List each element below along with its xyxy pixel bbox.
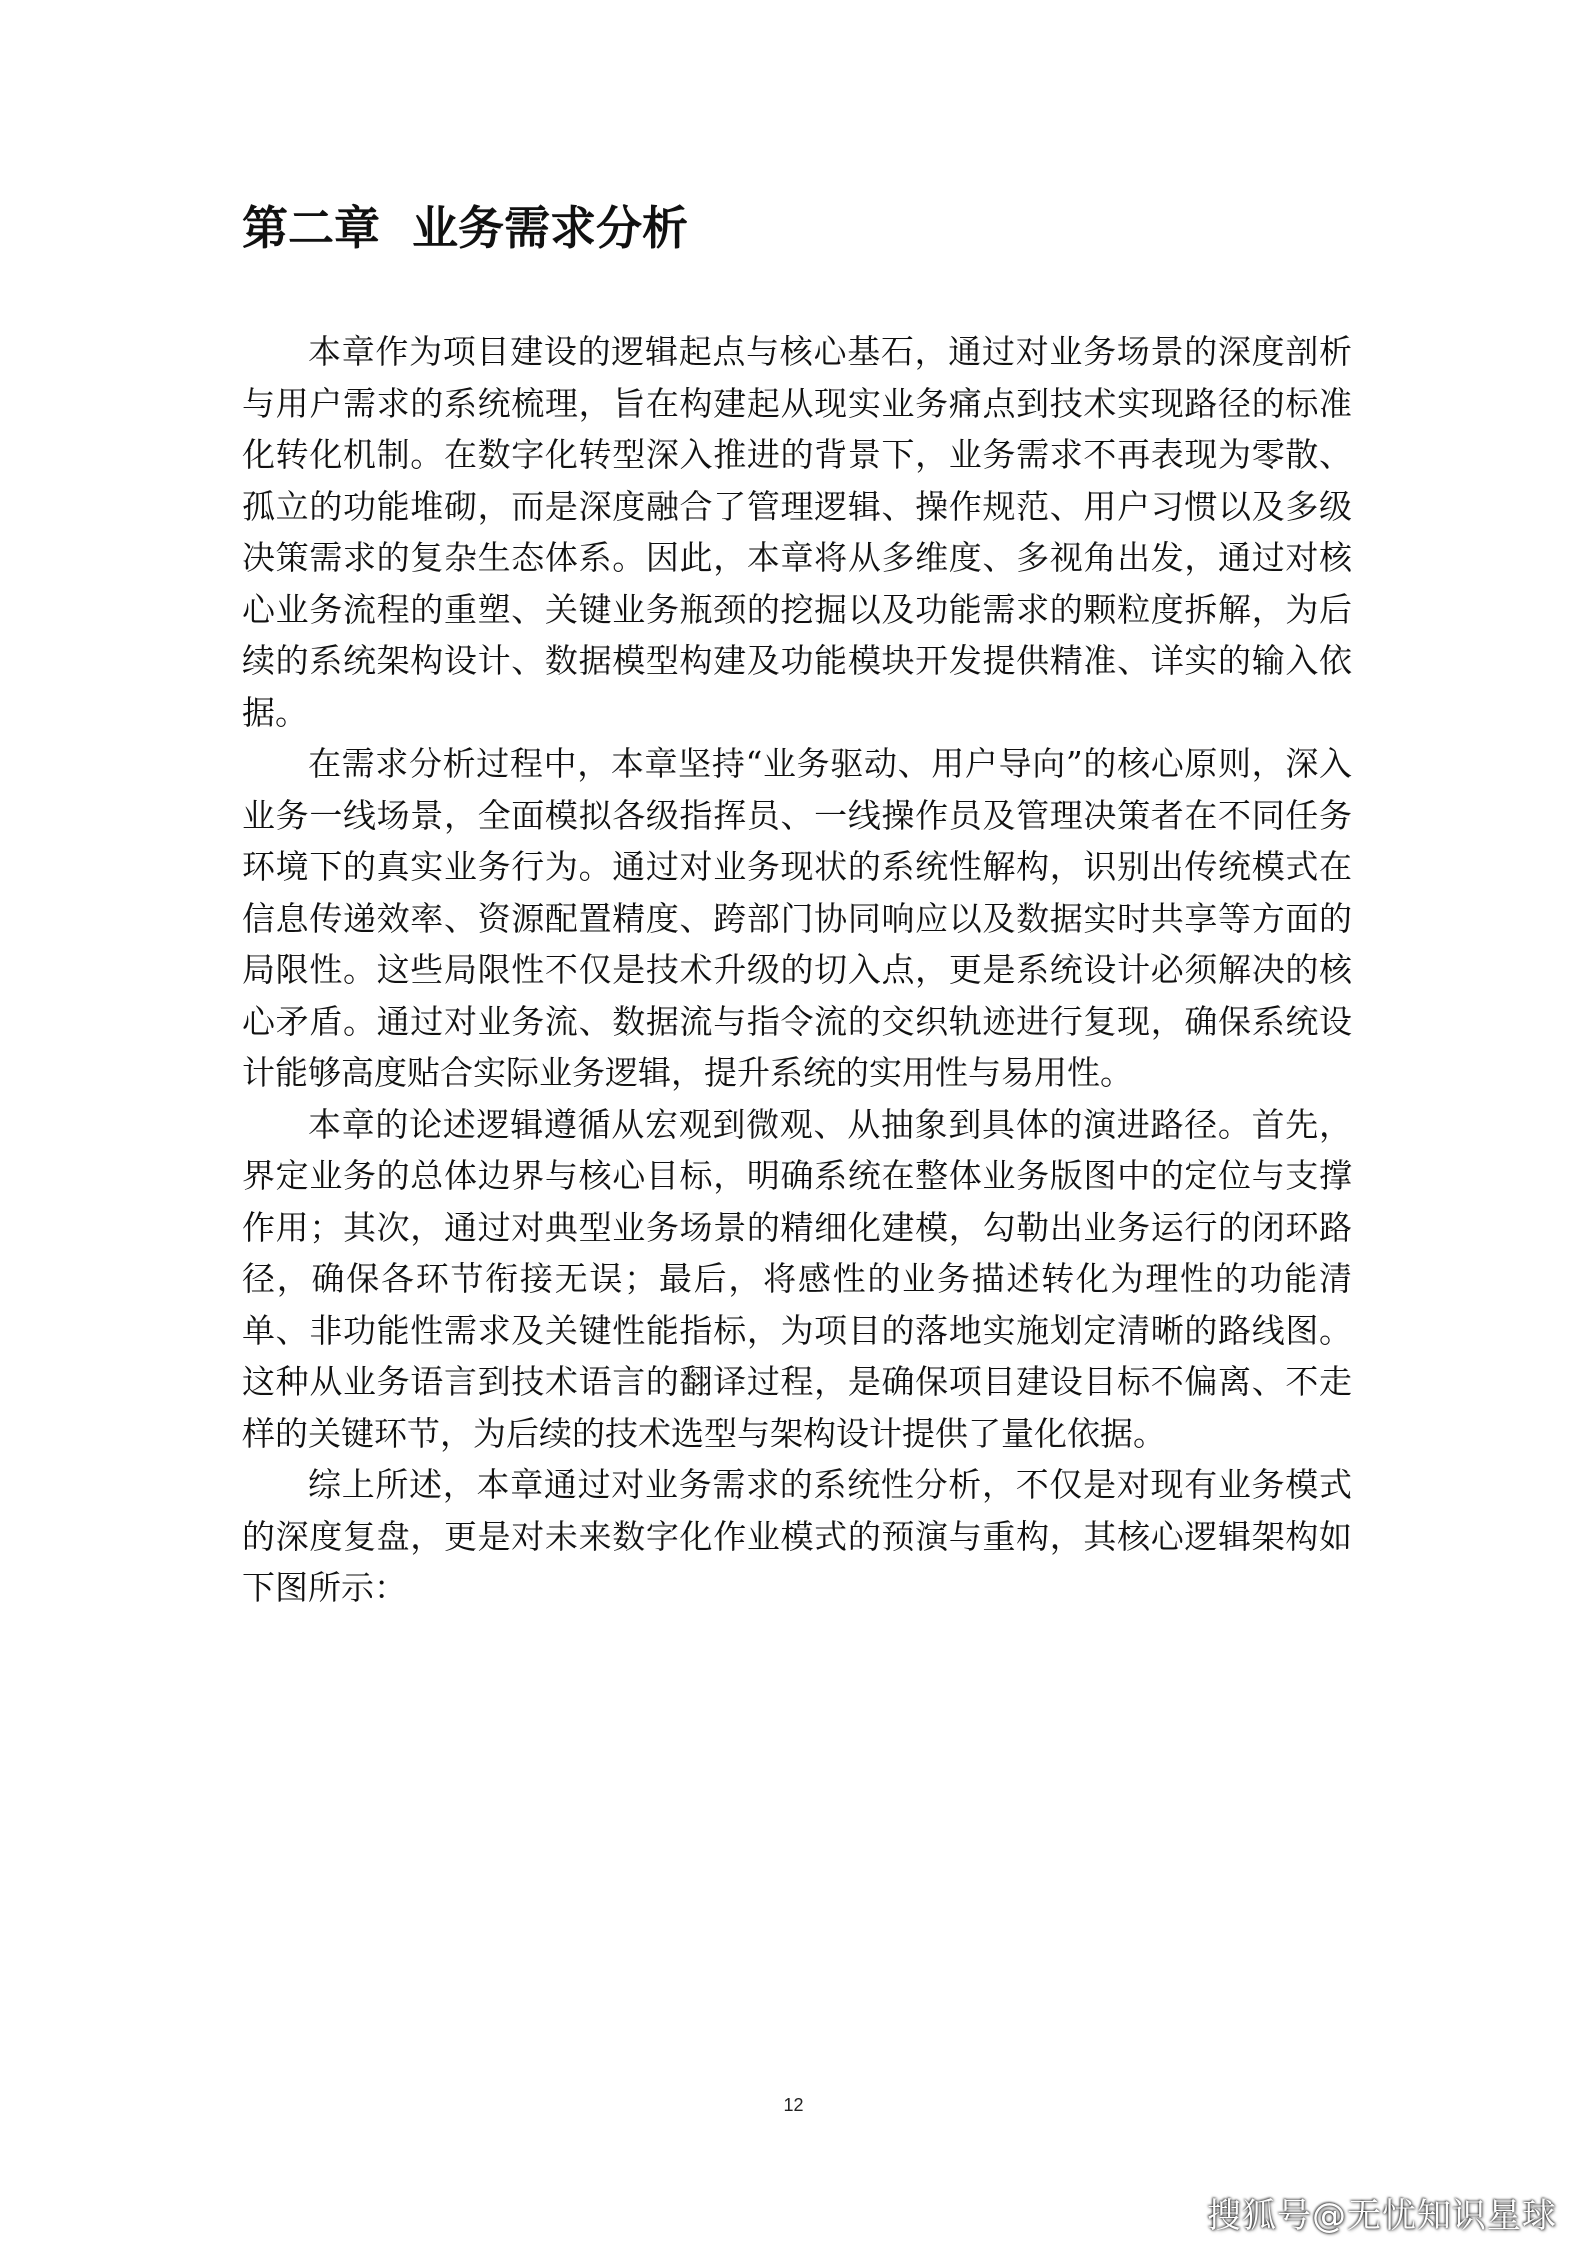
paragraph-3: 本章的论述逻辑遵循从宏观到微观、从抽象到具体的演进路径。首先，界定业务的总体边界与核心目标，明确系统在整体业务版图中的定位与支撑作用；其次，通过对典型业务场景的精细化建模，勾勒出业务运行的闭环路径，确保各环节衔接无误；最后，将感性的业务描述转化为理性的功能清单、非功能性需求及关键性能指标，为项目的落地实施划定清晰的路线图。这种从业务语言到技术语言的翻译过程，是确保项目建设目标不偏离、不走样的关键环节，为后续的技术选型与架构设计提供了量化依据。: [242, 1104, 1352, 1453]
paragraph-1: 本章作为项目建设的逻辑起点与核心基石，通过对业务场景的深度剖析与用户需求的系统梳理，旨在构建起从现实业务痛点到技术实现路径的标准化转化机制。在数字化转型深入推进的背景下，业务需求不再表现为零散、孤立的功能堆砌，而是深度融合了管理逻辑、操作规范、用户习惯以及多级决策需求的复杂生态体系。因此，本章将从多维度、多视角出发，通过对核心业务流程的重塑、关键业务瓶颈的挖掘以及功能需求的颗粒度拆解，为后续的系统架构设计、数据模型构建及功能模块开发提供精准、详实的输入依据。: [242, 332, 1352, 732]
paragraph-4: 综上所述，本章通过对业务需求的系统性分析，不仅是对现有业务模式的深度复盘，更是对未来数字化作业模式的预演与重构，其核心逻辑架构如下图所示：: [242, 1465, 1352, 1607]
page-number: 12: [783, 2095, 804, 2115]
watermark: 搜狐号@无忧知识星球: [1207, 2196, 1557, 2236]
chapter-title: 第二章 业务需求分析: [242, 201, 689, 255]
paragraph-2: 在需求分析过程中，本章坚持“业务驱动、用户导向”的核心原则，深入业务一线场景，全面模拟各级指挥员、一线操作员及管理决策者在不同任务环境下的真实业务行为。通过对业务现状的系统性解构，识别出传统模式在信息传递效率、资源配置精度、跨部门协同响应以及数据实时共享等方面的局限性。这些局限性不仅是技术升级的切入点，更是系统设计必须解决的核心矛盾。通过对业务流、数据流与指令流的交织轨迹进行复现，确保系统设计能够高度贴合实际业务逻辑，提升系统的实用性与易用性。: [242, 744, 1352, 1092]
body-text: [242, 326, 1352, 1614]
